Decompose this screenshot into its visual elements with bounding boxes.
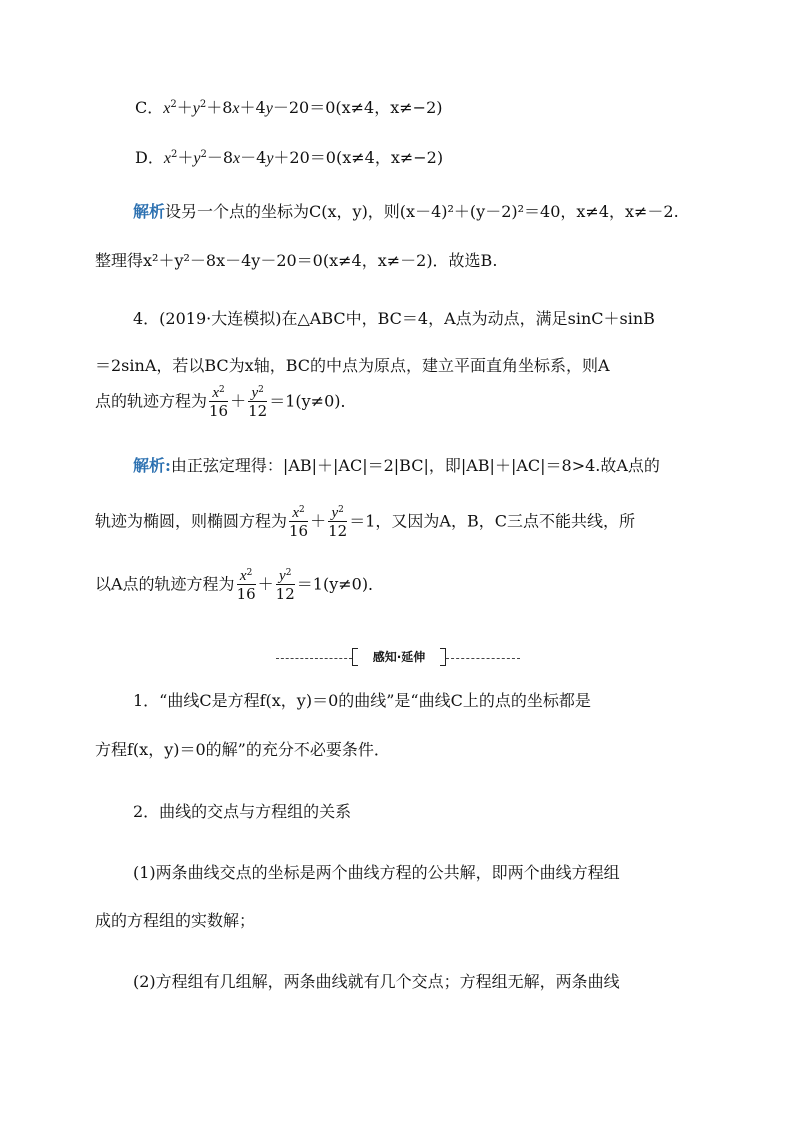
analysis-4-line2: 轨迹为椭圆，则椭圆方程为 $\frac{x^2}{16}$ ＋ $\frac{y^2}{12}$ ＝1，又因为A，B，C三点不能共线，所 — [95, 505, 635, 540]
question-4-line3: 点的轨迹方程为 $\frac{x^2}{16}$ ＋ $\frac{y^2}{12}$ ＝1(y≠0)． — [95, 385, 357, 420]
option-d-tail: 0(x≠4，x≠−2) — [325, 148, 444, 167]
note-2-p1-line2: 成的方程组的实数解； — [95, 911, 256, 930]
analysis-4-line3: 以A点的轨迹方程为 $\frac{x^2}{16}$ ＋ $\frac{y^2}{12}$ ＝1(y≠0)． — [95, 568, 385, 603]
section-title: 感知·延伸 — [358, 648, 440, 666]
note-2-p1-line1: (1)两条曲线交点的坐标是两个曲线方程的公共解，即两个曲线方程组 — [133, 863, 620, 882]
fraction-y2-over-12: $\frac{y^2}{12}$ — [275, 568, 295, 603]
fraction-y2-over-12: $\frac{y^2}{12}$ — [248, 385, 268, 420]
fraction-y2-over-12: $\frac{y^2}{12}$ — [328, 505, 348, 540]
analysis-3-line2: 整理得x²＋y²－8x－4y－20＝0(x≠4，x≠－2)．故选B. — [95, 251, 498, 270]
analysis-4-label: 解析 — [133, 456, 166, 475]
q4-line3-suffix: ＝1(y≠0)． — [269, 391, 357, 411]
note-1-line2: 方程f(x，y)＝0的解”的充分不必要条件． — [95, 740, 390, 759]
divider-dash-right — [446, 658, 520, 659]
option-c: C．$x^2+y^2+8x+4y-20=0(x\ne 4$，x≠−2) — [135, 98, 443, 117]
option-c-tail: 0(x≠4，x≠−2) — [325, 98, 443, 117]
analysis-3-text1: 设另一个点的坐标为C(x，y)，则(x－4)²＋(y－2)²＝40，x≠4，x≠－2. — [165, 202, 679, 221]
fraction-x2-over-16: $\frac{x^2}{16}$ — [209, 385, 229, 420]
option-c-label: C． — [135, 98, 164, 117]
analysis-3-label: 解析 — [133, 202, 166, 221]
q4-line3-prefix: 点的轨迹方程为 — [95, 391, 208, 411]
option-d: D．$x^2+y^2-8x-4y+20=0(x\ne 4$，x≠−2) — [135, 148, 444, 167]
fraction-x2-over-16: $\frac{x^2}{16}$ — [236, 568, 256, 603]
note-2-title: 2．曲线的交点与方程组的关系 — [133, 802, 352, 821]
fraction-x2-over-16: $\frac{x^2}{16}$ — [289, 505, 309, 540]
note-2-p2-line1: (2)方程组有几组解，两条曲线就有几个交点；方程组无解，两条曲线 — [133, 972, 620, 991]
analysis-3-line1 — [133, 200, 679, 224]
analysis-4-line1: 解析:由正弦定理得：|AB|＋|AC|＝2|BC|，即|AB|＋|AC|＝8>4.故A点的 — [133, 456, 660, 475]
analysis-4-text1: 由正弦定理得：|AB|＋|AC|＝2|BC|，即|AB|＋|AC|＝8>4.故A点的 — [170, 456, 660, 475]
section-divider — [276, 648, 520, 668]
question-4-line1: 4．(2019·大连模拟)在△ABC中，BC＝4，A点为动点，满足sinC＋sinB — [133, 309, 655, 328]
question-4-line2: ＝2sinA，若以BC为x轴，BC的中点为原点，建立平面直角坐标系，则A — [95, 356, 610, 375]
option-d-label: D． — [135, 148, 164, 167]
note-1-line1: 1．“曲线C是方程f(x，y)＝0的曲线”是“曲线C上的点的坐标都是 — [133, 691, 591, 710]
divider-dash-left — [276, 658, 352, 659]
